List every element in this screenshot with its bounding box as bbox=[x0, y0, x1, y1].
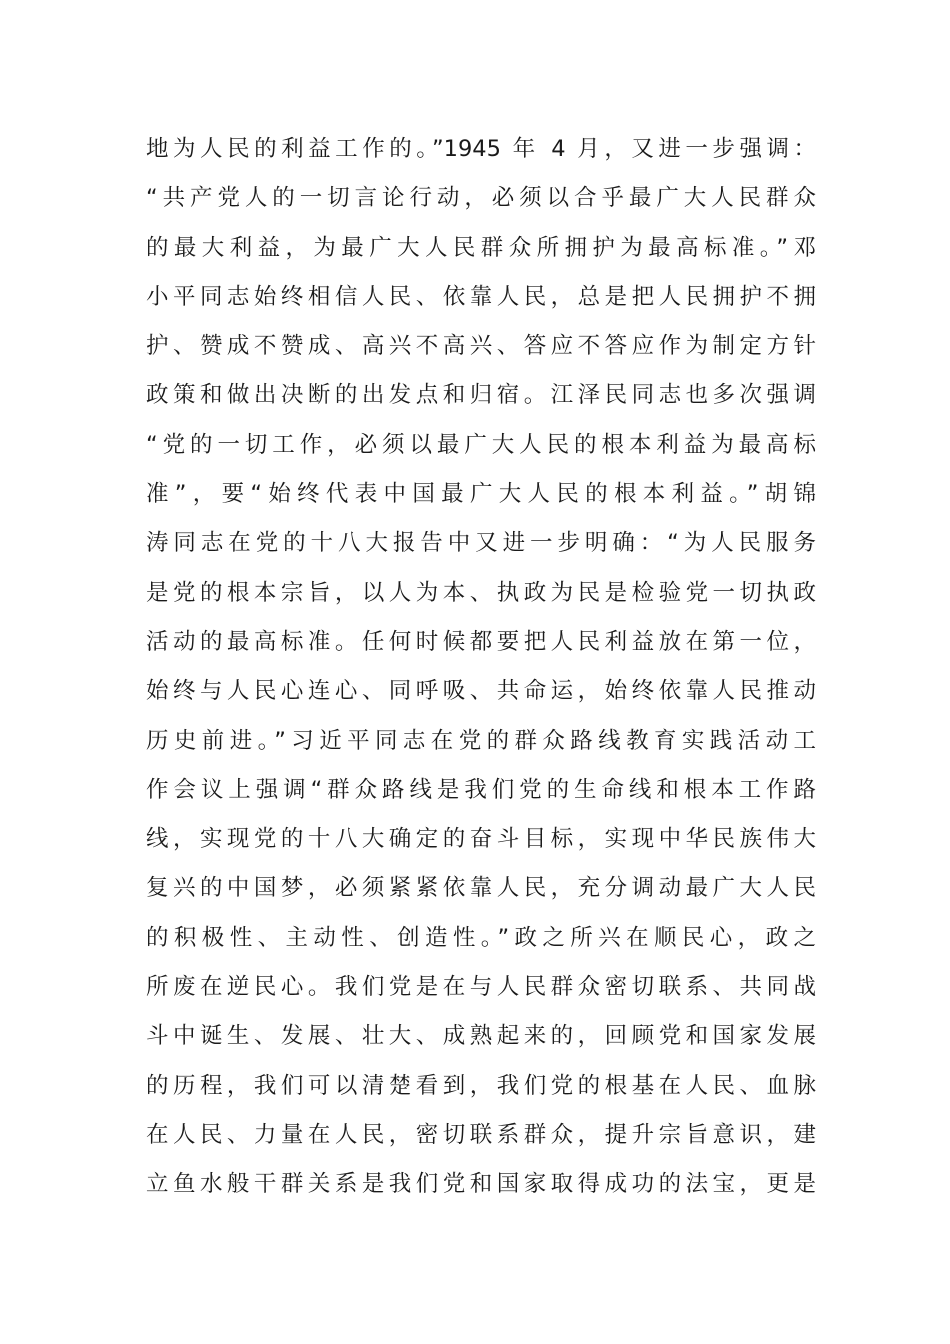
text-line: 涛同志在党的十八大报告中又进一步明确：“为人民服务 bbox=[146, 530, 816, 557]
text-line: 的积极性、主动性、创造性。”政之所兴在顺民心，政之 bbox=[146, 924, 816, 951]
text-line: 作会议上强调“群众路线是我们党的生命线和根本工作路 bbox=[146, 776, 816, 803]
text-line: 地为人民的利益工作的。”1945 年 4 月，又进一步强调： bbox=[146, 136, 816, 162]
body-paragraph bbox=[146, 125, 816, 1210]
text-line: “党的一切工作，必须以最广大人民的根本利益为最高标 bbox=[146, 431, 816, 458]
text-line: 所废在逆民心。我们党是在与人民群众密切联系、共同战 bbox=[146, 974, 816, 1001]
text-line: 小平同志始终相信人民、依靠人民，总是把人民拥护不拥 bbox=[146, 283, 816, 310]
text-line: 历史前进。”习近平同志在党的群众路线教育实践活动工 bbox=[146, 727, 816, 754]
text-line: 的历程，我们可以清楚看到，我们党的根基在人民、血脉 bbox=[146, 1072, 816, 1099]
text-line: 活动的最高标准。任何时候都要把人民利益放在第一位， bbox=[146, 628, 816, 655]
text-line: 立鱼水般干群关系是我们党和国家取得成功的法宝，更是 bbox=[146, 1171, 816, 1198]
text-line: 斗中诞生、发展、壮大、成熟起来的，回顾党和国家发展 bbox=[146, 1023, 816, 1050]
text-line: 政策和做出决断的出发点和归宿。江泽民同志也多次强调 bbox=[146, 382, 816, 409]
text-line: 准”，要“始终代表中国最广大人民的根本利益。”胡锦 bbox=[146, 481, 816, 508]
text-line: 的最大利益，为最广大人民群众所拥护为最高标准。”邓 bbox=[146, 234, 816, 261]
text-line: “共产党人的一切言论行动，必须以合乎最广大人民群众 bbox=[146, 185, 816, 212]
text-line: 复兴的中国梦，必须紧紧依靠人民，充分调动最广大人民 bbox=[146, 875, 816, 902]
text-line: 是党的根本宗旨，以人为本、执政为民是检验党一切执政 bbox=[146, 579, 816, 606]
text-line: 始终与人民心连心、同呼吸、共命运，始终依靠人民推动 bbox=[146, 678, 816, 705]
text-line: 护、赞成不赞成、高兴不高兴、答应不答应作为制定方针 bbox=[146, 333, 816, 360]
text-line: 线，实现党的十八大确定的奋斗目标，实现中华民族伟大 bbox=[146, 826, 816, 853]
text-line: 在人民、力量在人民，密切联系群众，提升宗旨意识，建 bbox=[146, 1121, 816, 1148]
